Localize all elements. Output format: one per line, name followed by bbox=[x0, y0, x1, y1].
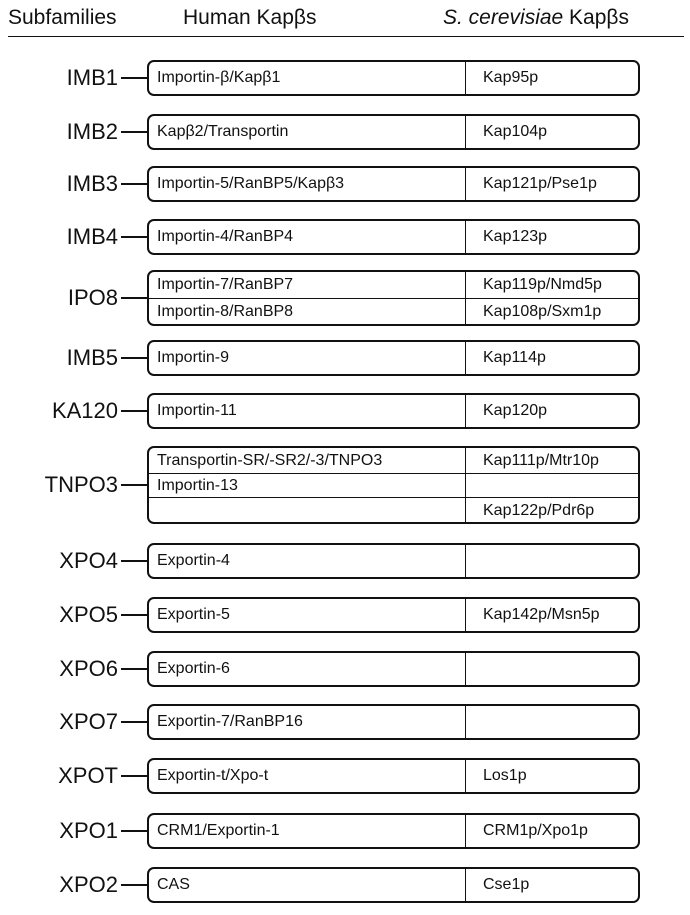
kap-box-xpot bbox=[147, 758, 640, 794]
human-kap-cell: Importin-11 bbox=[157, 402, 237, 419]
connector-line-imb3 bbox=[121, 183, 148, 185]
kap-box-xpo1 bbox=[147, 813, 640, 849]
kap-box-imb2 bbox=[147, 114, 640, 150]
kap-row bbox=[149, 62, 638, 94]
header-yeast-suffix: Kapβs bbox=[563, 6, 629, 29]
human-kap-cell: Exportin-7/RanBP16 bbox=[157, 713, 303, 730]
human-kap-cell: Importin-4/RanBP4 bbox=[157, 228, 294, 245]
kap-row bbox=[149, 448, 638, 473]
human-kap-cell: Exportin-t/Xpo-t bbox=[157, 767, 269, 784]
kap-row bbox=[149, 599, 638, 631]
kap-row bbox=[149, 869, 638, 901]
subfamily-label-xpo7: XPO7 bbox=[59, 709, 118, 734]
kap-row bbox=[149, 221, 638, 253]
subfamily-label-xpo5: XPO5 bbox=[59, 602, 118, 627]
kap-row bbox=[149, 497, 638, 523]
kap-row bbox=[149, 298, 638, 325]
human-kap-cell: Importin-7/RanBP7 bbox=[157, 276, 294, 293]
kap-box-ipo8 bbox=[147, 270, 640, 326]
human-kap-cell: Exportin-6 bbox=[157, 660, 230, 677]
subfamily-label-imb5: IMB5 bbox=[66, 345, 118, 370]
kap-row bbox=[149, 706, 638, 738]
kap-box-imb3 bbox=[147, 166, 640, 202]
kap-row bbox=[149, 473, 638, 498]
human-kap-cell: CAS bbox=[157, 876, 190, 893]
yeast-kap-cell: Kap104p bbox=[483, 123, 548, 140]
yeast-kap-cell: Kap95p bbox=[483, 69, 539, 86]
yeast-kap-cell: Kap142p/Msn5p bbox=[483, 606, 600, 623]
kap-row bbox=[149, 395, 638, 427]
connector-line-xpo6 bbox=[121, 668, 148, 670]
human-kap-cell: Importin-9 bbox=[157, 349, 230, 366]
connector-line-xpo4 bbox=[121, 560, 148, 562]
yeast-kap-cell: Kap114p bbox=[483, 349, 546, 366]
connector-line-xpot bbox=[121, 775, 148, 777]
kap-box-tnpo3 bbox=[147, 446, 640, 524]
kap-row bbox=[149, 545, 638, 577]
yeast-kap-cell: Kap122p/Pdr6p bbox=[483, 501, 595, 519]
subfamily-label-xpo2: XPO2 bbox=[59, 872, 118, 897]
connector-line-tnpo3 bbox=[121, 484, 148, 486]
yeast-kap-cell: Kap121p/Pse1p bbox=[483, 175, 597, 192]
connector-line-imb2 bbox=[121, 131, 148, 133]
kap-row bbox=[149, 342, 638, 374]
subfamily-label-imb3: IMB3 bbox=[66, 171, 118, 196]
kap-row bbox=[149, 815, 638, 847]
header-rule bbox=[8, 36, 684, 37]
human-kap-cell: Importin-5/RanBP5/Kapβ3 bbox=[157, 175, 345, 192]
human-kap-cell: Exportin-4 bbox=[157, 552, 230, 569]
connector-line-xpo7 bbox=[121, 721, 148, 723]
subfamily-label-imb4: IMB4 bbox=[66, 224, 118, 249]
yeast-kap-cell: CRM1p/Xpo1p bbox=[483, 822, 588, 839]
connector-line-imb4 bbox=[121, 236, 148, 238]
connector-line-imb5 bbox=[121, 357, 148, 359]
yeast-kap-cell: Kap108p/Sxm1p bbox=[483, 303, 602, 320]
subfamily-label-xpo1: XPO1 bbox=[59, 818, 118, 843]
connector-line-xpo2 bbox=[121, 884, 148, 886]
subfamily-label-tnpo3: TNPO3 bbox=[44, 472, 118, 497]
kap-box-xpo5 bbox=[147, 597, 640, 633]
yeast-kap-cell: Los1p bbox=[483, 767, 527, 784]
yeast-kap-cell: Cse1p bbox=[483, 876, 530, 893]
subfamily-label-xpo4: XPO4 bbox=[59, 548, 118, 573]
human-kap-cell: Importin-β/Kapβ1 bbox=[157, 69, 281, 86]
subfamily-label-imb1: IMB1 bbox=[66, 65, 118, 90]
connector-line-imb1 bbox=[121, 77, 148, 79]
kap-box-xpo4 bbox=[147, 543, 640, 579]
subfamily-label-xpot: XPOT bbox=[58, 763, 118, 788]
human-kap-cell: Importin-8/RanBP8 bbox=[157, 303, 294, 320]
human-kap-cell: Kapβ2/Transportin bbox=[157, 123, 289, 140]
header-yeast-kaps bbox=[443, 6, 629, 30]
kap-box-imb4 bbox=[147, 219, 640, 255]
human-kap-cell: CRM1/Exportin-1 bbox=[157, 822, 280, 839]
kap-row bbox=[149, 168, 638, 200]
human-kap-cell: Transportin-SR/-SR2/-3/TNPO3 bbox=[157, 451, 383, 469]
subfamily-label-imb2: IMB2 bbox=[66, 119, 118, 144]
kap-box-xpo7 bbox=[147, 704, 640, 740]
connector-line-ka120 bbox=[121, 410, 148, 412]
connector-line-ipo8 bbox=[121, 297, 148, 299]
yeast-kap-cell: Kap111p/Mtr10p bbox=[483, 451, 599, 469]
subfamily-label-ka120: KA120 bbox=[51, 398, 118, 423]
human-kap-cell: Exportin-5 bbox=[157, 606, 230, 623]
connector-line-xpo5 bbox=[121, 614, 148, 616]
subfamily-label-ipo8: IPO8 bbox=[67, 285, 118, 310]
kap-box-imb1 bbox=[147, 60, 640, 96]
kap-box-imb5 bbox=[147, 340, 640, 376]
header-yeast-species: S. cerevisiae bbox=[443, 6, 564, 29]
yeast-kap-cell: Kap120p bbox=[483, 402, 548, 419]
kap-row bbox=[149, 116, 638, 148]
connector-line-xpo1 bbox=[121, 830, 148, 832]
kap-row bbox=[149, 760, 638, 792]
kap-box-xpo2 bbox=[147, 867, 640, 903]
yeast-kap-cell: Kap123p bbox=[483, 228, 548, 245]
kap-box-ka120 bbox=[147, 393, 640, 429]
human-kap-cell: Importin-13 bbox=[157, 477, 238, 494]
subfamily-label-xpo6: XPO6 bbox=[59, 656, 118, 681]
kap-row bbox=[149, 653, 638, 685]
yeast-kap-cell: Kap119p/Nmd5p bbox=[483, 276, 602, 293]
kap-box-xpo6 bbox=[147, 651, 640, 687]
header-human-kaps: Human Kapβs bbox=[183, 6, 317, 29]
kap-row bbox=[149, 272, 638, 298]
header-subfamilies: Subfamilies bbox=[8, 6, 117, 29]
